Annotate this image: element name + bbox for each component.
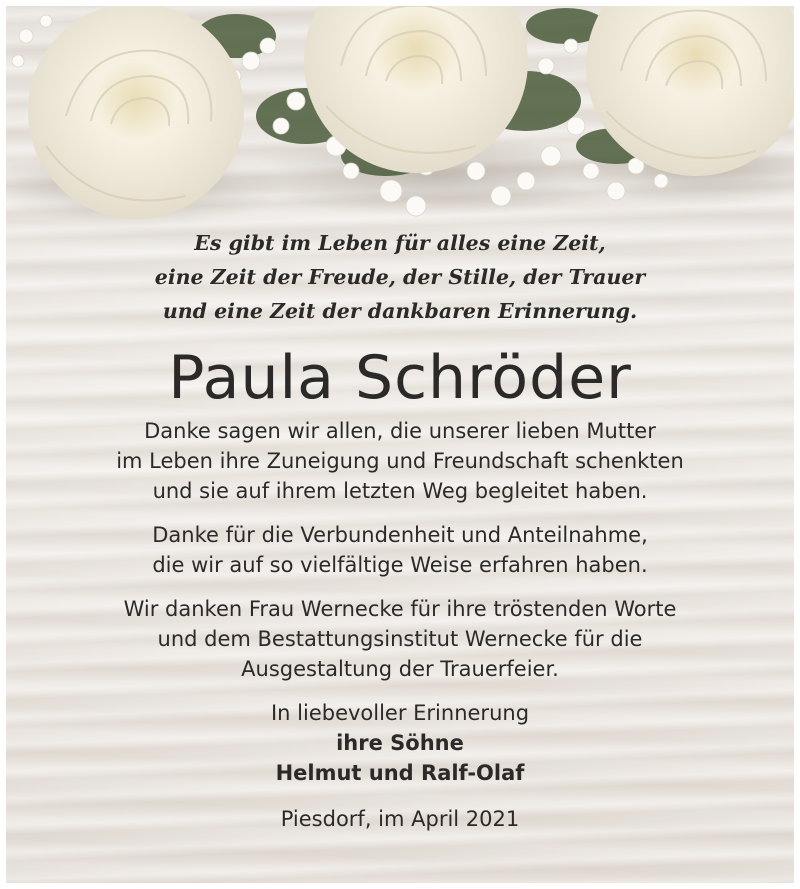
thanks-line: Wir danken Frau Wernecke für ihre tröstenden Worte xyxy=(123,597,677,621)
motto-line: eine Zeit der Freude, der Stille, der Trauer xyxy=(154,265,646,289)
thanks-line: Danke für die Verbundenheit und Anteilnahme, xyxy=(152,523,648,547)
signature-intro: In liebevoller Erinnerung xyxy=(270,701,530,725)
thanks-line: und dem Bestattungsinstitut Wernecke für die xyxy=(157,627,643,651)
motto-line: Es gibt im Leben für alles eine Zeit, xyxy=(194,231,606,255)
thanks-line: die wir auf so vielfältige Weise erfahren haben. xyxy=(152,553,648,577)
deceased-name: Paula Schröder xyxy=(168,343,632,413)
signature-relation: ihre Söhne xyxy=(336,731,464,755)
place-date: Piesdorf, im April 2021 xyxy=(280,807,520,831)
thanks-paragraph-2 xyxy=(6,520,794,580)
thanks-line: und sie auf ihrem letzten Weg begleitet haben. xyxy=(152,479,648,503)
rose-bouquet-image xyxy=(6,6,794,236)
thanks-line: Danke sagen wir allen, die unserer lieben Mutter xyxy=(144,419,656,443)
motto-line: und eine Zeit der dankbaren Erinnerung. xyxy=(162,299,638,323)
obituary-text xyxy=(6,226,794,834)
thanks-paragraph-3 xyxy=(6,594,794,684)
signature-names: Helmut und Ralf-Olaf xyxy=(275,761,525,785)
motto-verse xyxy=(6,226,794,328)
obituary-card xyxy=(6,6,794,883)
thanks-line: im Leben ihre Zuneigung und Freundschaft schenkten xyxy=(116,449,684,473)
thanks-line: Ausgestaltung der Trauerfeier. xyxy=(241,657,559,681)
thanks-paragraph-1 xyxy=(6,416,794,506)
signature-block xyxy=(6,698,794,788)
